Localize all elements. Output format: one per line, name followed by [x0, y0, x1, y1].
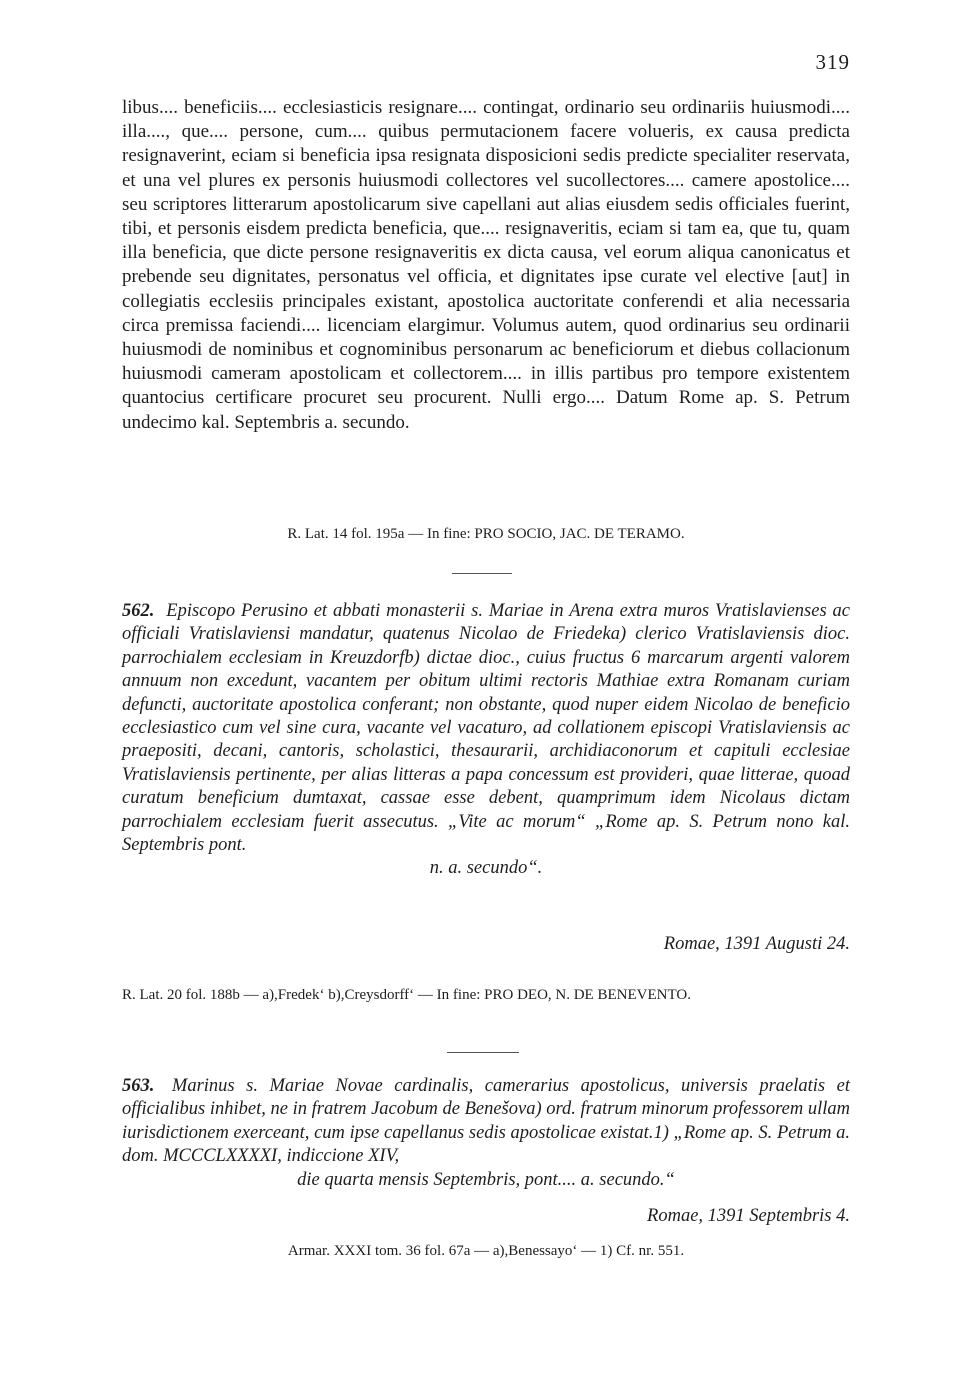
document-563-dateline: Romae, 1391 Septembris 4. — [647, 1206, 850, 1226]
regest-closing: die quarta mensis Septembris, pont.... a. secundo.“ — [297, 1169, 675, 1190]
section-divider — [452, 573, 512, 574]
document-562-dateline: Romae, 1391 Augusti 24. — [663, 934, 850, 954]
regest-text: Episcopo Perusino et abbati monasterii s. Mariae in Arena extra muros Vratislavienses ac officiali Vratislaviensi mandatur, quatenus Nicolao de Friedeka) clerico Vratislaviensis dioc. parrochialem ecclesiam in Kreuzdorfb) dictae dioc., cuius fructus 6 marcarum argenti valorem annuum non excedunt, vacantem per obitum ultimi rectoris Mathiae extra Romanam curiam defuncti, auctoritate apostolica conferant; non obstante, quod nuper eidem Nicolao de beneficio ecclesiastico cum vel sine cura, vacante vel vacaturo, ad collationem episcopi Vratislaviensis ac praepositi, decani, cantoris, scholastici, thesaurarii, archidiaconorum et capituli ecclesiae Vratislaviensis pertinente, per alias litteras a papa concessum est provideri, quae litterae, quoad curatum beneficium dumtaxat, cassae esse debent, quamprimum idem Nicolaus dictam parrochialem ecclesiam fuerit assecutus. „Vite ac morum“ „Rome ap. S. Petrum nono kal. Septembris pont. — [122, 601, 850, 856]
section-divider — [447, 1052, 519, 1053]
document-561-body: libus.... beneficiis.... ecclesiasticis resignare.... contingat, ordinario seu ordinariis huiusmodi.... illa...., que.... persone, cum.... quibus permutacionem facere volueris, ex causa predicta resignaverint, eciam si beneficia ipsa resignata disposicioni sedis predicte specialiter reservata, et una vel plures ex personis huiusmodi collectores vel sucollectores.... camere apostolice.... seu scriptores litterarum apostolicarum sive capellani aut alias eiusdem sedis officiales fuerint, tibi, et personis eisdem predicta beneficia, que.... resignaveritis, eciam si tam ea, que tu, quam illa beneficia, que dicte persone resignaveritis ex dicta causa, vel eorum aliqua canonicatus et prebende seu dignitates, personatus vel officia, et dignitates ipse curate vel elective [aut] in collegiatis ecclesiis principales existant, apostolica auctoritate conferendi et alia necessaria circa premissa faciendi.... licenciam elargimur. Volumus autem, quod ordinarius seu ordinarii huiusmodi de nominibus et cognominibus personarum ac beneficiorum et diebus collacionum huiusmodi cameram apostolicam et collectorem.... in illis partibus pro tempore existentem quantocius certificare procuret seu procurent. Nulli ergo.... Datum Rome ap. S. Petrum undecimo kal. Septembris a. secundo. — [122, 97, 850, 433]
document-562-regest — [122, 600, 850, 881]
document-number: 562. — [122, 601, 155, 621]
document-562-source-note: R. Lat. 20 fol. 188b — a),Fredek‘ b),Creysdorff‘ — In fine: PRO DEO, N. DE BENEVENTO. — [122, 987, 691, 1003]
regest-text: Marinus s. Mariae Novae cardinalis, camerarius apostolicus, universis praelatis et officialibus inhibet, ne in fratrem Jacobum de Benešova) ord. fratrum minorum professorem ullam iurisdictionem exerceant, cum ipse capellanus sedis apostolicae existat.1) „Rome ap. S. Petrum a. dom. MCCCLXXXXI, indiccione XIV, — [122, 1076, 850, 1167]
document-number: 563. — [122, 1076, 155, 1096]
regest-closing: n. a. secundo“. — [429, 858, 543, 879]
page-number: 319 — [815, 50, 850, 74]
document-563-regest — [122, 1075, 850, 1192]
document-563-source-note: Armar. XXXI tom. 36 fol. 67a — a),Benessayo‘ — 1) Cf. nr. 551. — [287, 1243, 685, 1259]
document-561-source-note: R. Lat. 14 fol. 195a — In fine: PRO SOCIO, JAC. DE TERAMO. — [287, 526, 685, 542]
